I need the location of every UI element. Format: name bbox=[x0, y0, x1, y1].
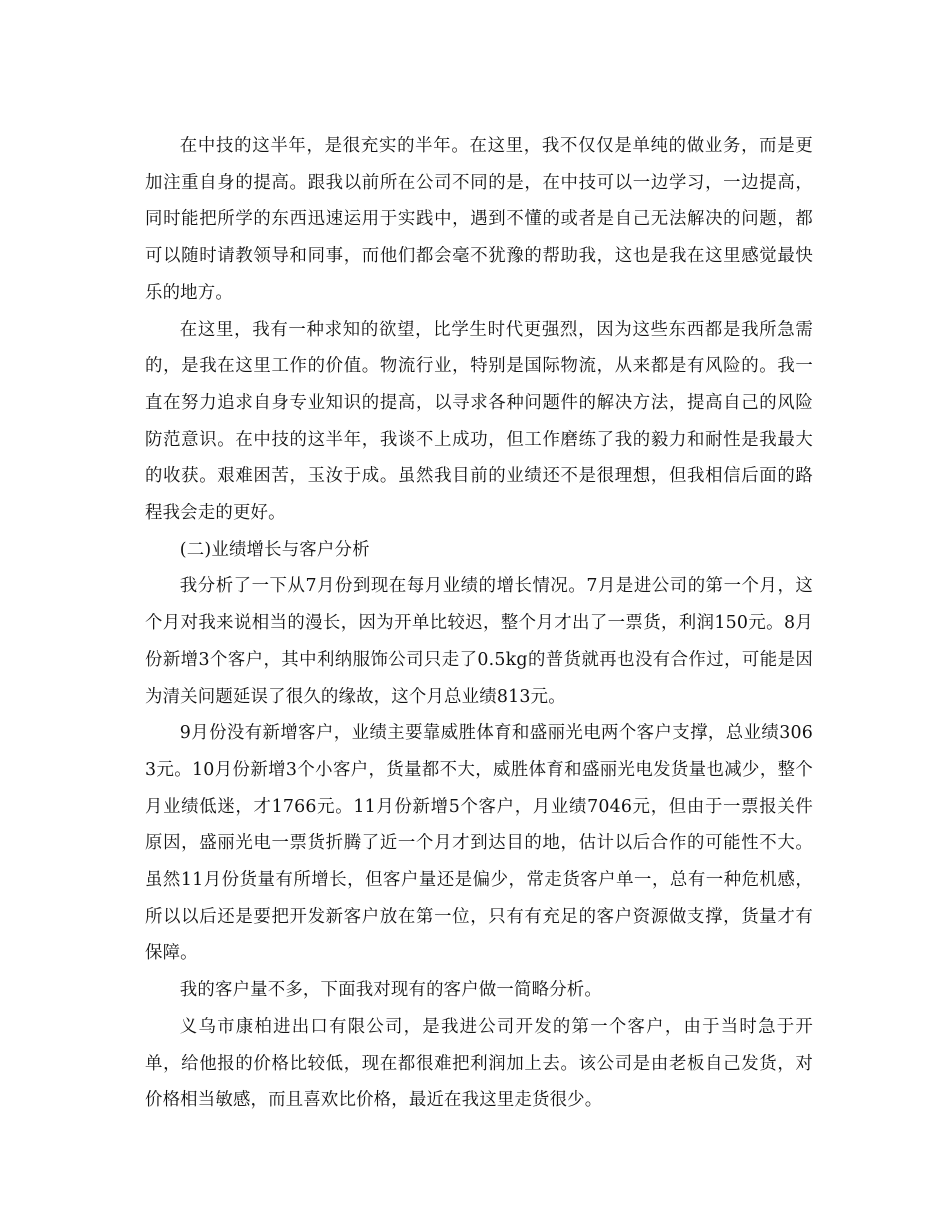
paragraph-work-experience: 在中技的这半年，是很充实的半年。在这里，我不仅仅是单纯的做业务，而是更加注重自身的提高。跟我以前所在公司不同的是，在中技可以一边学习，一边提高，同时能把所学的东西迅速运用于实践中，遇到不懂的或者是自己无法解决的问题，都可以随时请教领导和同事，而他们都会毫不犹豫的帮助我，这也是我在这里感觉最快乐的地方。 bbox=[145, 136, 813, 303]
paragraph-autumn-performance: 9月份没有新增客户，业绩主要靠威胜体育和盛丽光电两个客户支撑，总业绩3063元。10月份新增3个小客户，货量都不大，威胜体育和盛丽光电发货量也减少，整个月业绩低迷，才1766元。11月份新增5个客户，月业绩7046元，但由于一票报关件原因，盛丽光电一票货折腾了近一个月才到达目的地，估计以后合作的可能性不大。虽然11月份货量有所增长，但客户量还是偏少，常走货客户单一，总有一种危机感，所以以后还是要把开发新客户放在第一位，只有有充足的客户资源做支撑，货量才有保障。 bbox=[145, 723, 813, 964]
paragraph-customer-overview: 我的客户量不多，下面我对现有的客户做一简略分析。 bbox=[179, 980, 602, 1001]
document-body bbox=[145, 128, 813, 1119]
paragraph-monthly-growth: 我分析了一下从7月份到现在每月业绩的增长情况。7月是进公司的第一个月，这个月对我来说相当的漫长，因为开单比较迟，整个月才出了一票货，利润150元。8月份新增3个客户，其中利纳服饰公司只走了0.5kg的普货就再也没有合作过，可能是因为清关问题延误了很久的缘故，这个月总业绩813元。 bbox=[145, 576, 813, 707]
paragraph-learning-desire: 在这里，我有一种求知的欲望，比学生时代更强烈，因为这些东西都是我所急需的，是我在这里工作的价值。物流行业，特别是国际物流，从来都是有风险的。我一直在努力追求自身专业知识的提高，以寻求各种问题件的解决方法，提高自己的风险防范意识。在中技的这半年，我谈不上成功，但工作磨练了我的毅力和耐性是我最大的收获。艰难困苦，玉汝于成。虽然我目前的业绩还不是很理想，但我相信后面的路程我会走的更好。 bbox=[145, 319, 813, 524]
paragraph-customer-kangbai: 义乌市康柏进出口有限公司，是我进公司开发的第一个客户，由于当时急于开单，给他报的价格比较低，现在都很难把利润加上去。该公司是由老板自己发货，对价格相当敏感，而且喜欢比价格，最近在我这里走货很少。 bbox=[145, 1016, 813, 1111]
section-heading: (二)业绩增长与客户分析 bbox=[179, 539, 370, 560]
